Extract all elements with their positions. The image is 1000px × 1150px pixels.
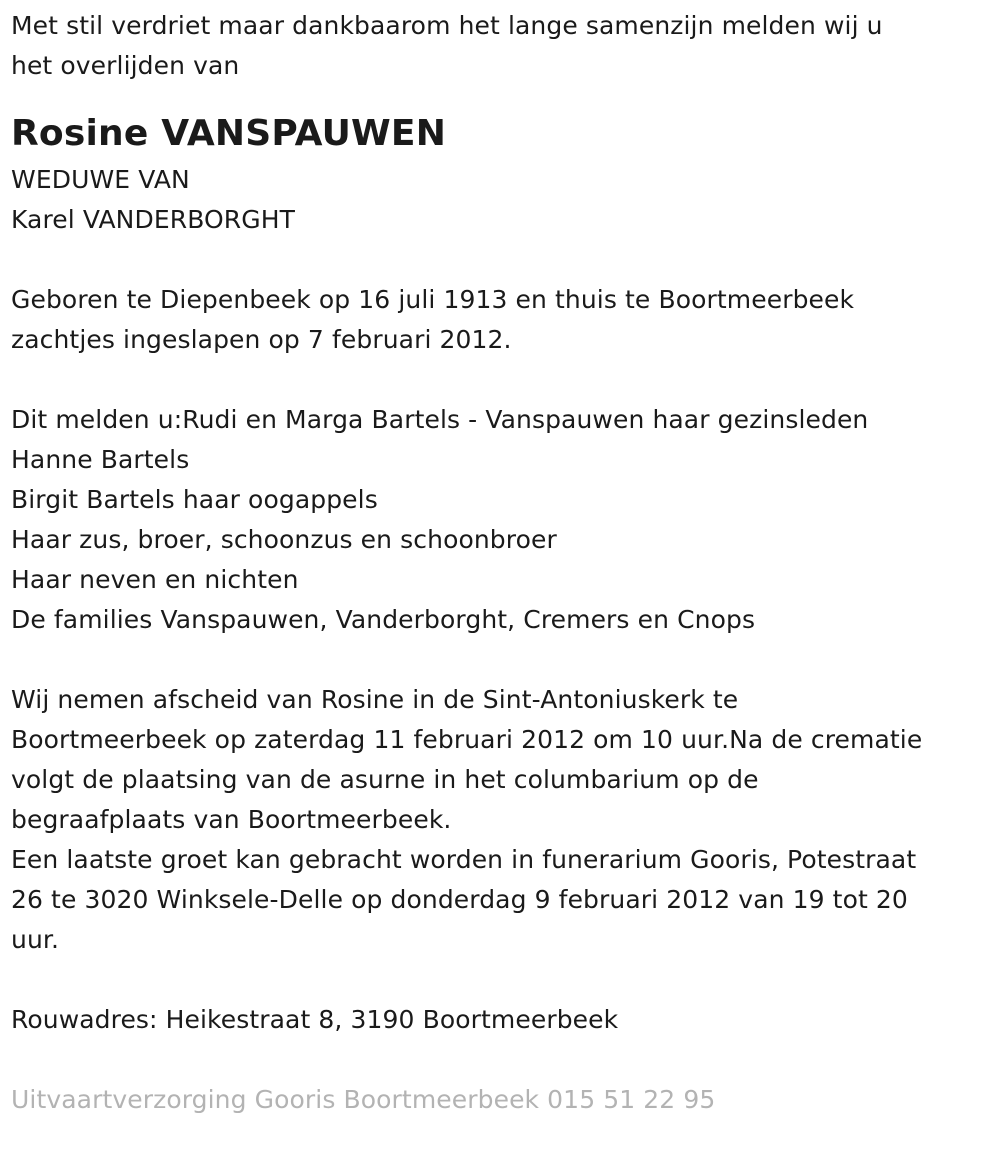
spacer: [11, 960, 986, 1000]
funeral-home-footer: Uitvaartverzorging Gooris Boortmeerbeek 015 51 22 95: [11, 1085, 716, 1114]
intro-section: [11, 6, 986, 86]
intro-line: Met stil verdriet maar dankbaarom het lange samenzijn melden wij u: [11, 11, 883, 40]
birth-death-line: Geboren te Diepenbeek op 16 juli 1913 en thuis te Boortmeerbeek: [11, 285, 855, 314]
family-line: Haar neven en nichten: [11, 565, 299, 594]
family-line: Dit melden u:Rudi en Marga Bartels - Vanspauwen haar gezinsleden: [11, 405, 869, 434]
ceremony-line: uur.: [11, 925, 60, 954]
deceased-name: Rosine VANSPAUWEN: [11, 113, 447, 154]
mourning-address: Rouwadres: Heikestraat 8, 3190 Boortmeerbeek: [11, 1005, 619, 1034]
ceremony-section: [11, 680, 986, 960]
relation-label: WEDUWE VAN: [11, 165, 190, 194]
spacer: [11, 1040, 986, 1080]
birth-death-line: zachtjes ingeslapen op 7 februari 2012.: [11, 325, 512, 354]
ceremony-line: volgt de plaatsing van de asurne in het columbarium op de: [11, 765, 759, 794]
ceremony-line: Boortmeerbeek op zaterdag 11 februari 2012 om 10 uur.Na de crematie: [11, 725, 923, 754]
obituary-document: [11, 6, 986, 1120]
family-line: Haar zus, broer, schoonzus en schoonbroer: [11, 525, 557, 554]
spouse-name: Karel VANDERBORGHT: [11, 205, 296, 234]
spacer: [11, 640, 986, 680]
family-section: [11, 400, 986, 640]
ceremony-line: Een laatste groet kan gebracht worden in funerarium Gooris, Potestraat: [11, 845, 917, 874]
family-line: De families Vanspauwen, Vanderborght, Cremers en Cnops: [11, 605, 756, 634]
intro-line: het overlijden van: [11, 51, 240, 80]
spacer: [11, 360, 986, 400]
ceremony-line: 26 te 3020 Winksele-Delle op donderdag 9 februari 2012 van 19 tot 20: [11, 885, 908, 914]
ceremony-line: Wij nemen afscheid van Rosine in de Sint-Antoniuskerk te: [11, 685, 739, 714]
family-line: Birgit Bartels haar oogappels: [11, 485, 378, 514]
family-line: Hanne Bartels: [11, 445, 190, 474]
spacer: [11, 240, 986, 280]
birth-death-section: [11, 280, 986, 360]
ceremony-line: begraafplaats van Boortmeerbeek.: [11, 805, 452, 834]
